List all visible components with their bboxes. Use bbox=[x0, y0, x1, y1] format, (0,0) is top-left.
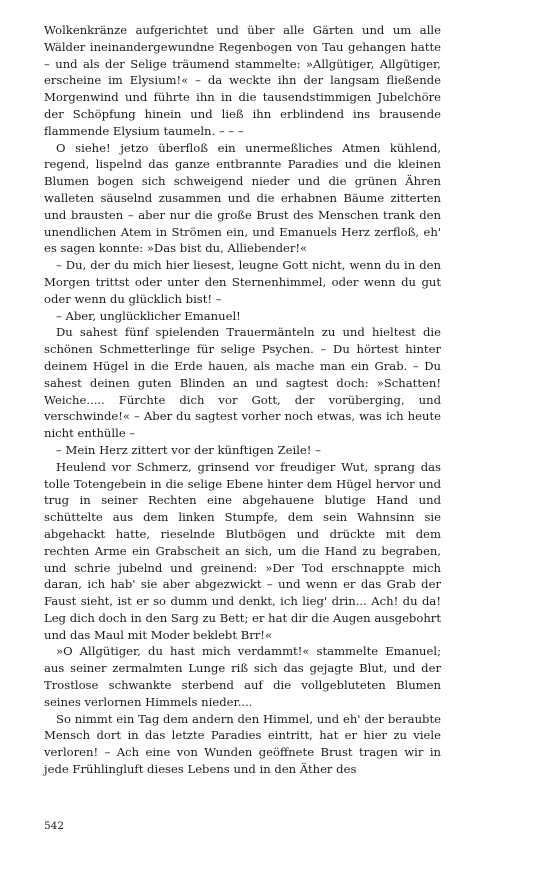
paragraph-6: – Mein Herz zittert vor der künftigen Zeile! – bbox=[56, 442, 321, 457]
paragraph-4: – Aber, unglücklicher Emanuel! bbox=[56, 308, 241, 323]
paragraph-3: – Du, der du mich hier liesest, leugne Gott nicht, wenn du in den Morgen trittst oder unter den Sternenhimmel, oder wenn du gut oder wenn du glücklich bist! – bbox=[44, 258, 441, 306]
paragraph-7: Heulend vor Schmerz, grinsend vor freudiger Wut, sprang das tolle Totengebein in die selige Ebene hinter dem Hügel hervor und trug in seiner Rechten eine abgehauene blutige Hand und schüttelte aus dem linken Stumpfe, dem sein Wahnsinn sie abgehackt hatte, rieselnde Blutbögen und drückte mit dem rechten Arme ein Grabscheit an sich, um die Hand zu begraben, und schrie jubelnd und greinend: »Der Tod erschnappte mich daran, ich hab' sie aber abgezwickt – und wenn er das Grab der Faust sieht, ist er so dumm und denkt, ich lieg' drin... Ach! du da! Leg dich doch in den Sarg zu Bett; er hat dir die Augen ausgebohrt und das Maul mit Moder beklebt Brr!« bbox=[44, 459, 441, 642]
page-text-block bbox=[44, 22, 441, 778]
page-number: 542 bbox=[44, 820, 65, 832]
paragraph-8: »O Allgütiger, du hast mich verdammt!« stammelte Emanuel; aus seiner zermalmten Lunge riß sich das gejagte Blut, und der Trostlose schwankte sterbend auf die vollgebluteten Blumen seines verlornen Himmels nieder.... bbox=[44, 644, 441, 709]
paragraph-2: O siehe! jetzo überfloß ein unermeßliches Atmen kühlend, regend, lispelnd das ganze entbrannte Paradies und die kleinen Blumen bogen sich schweigend nieder und die grünen Ähren walleten säuselnd zusammen und die erhabnen Bäume zitterten und brausten – aber nur die große Brust des Menschen trank den unendlichen Atem in Strömen ein, und Emanuels Herz zerfloß, eh' es sagen konnte: »Das bist du, Alliebender!« bbox=[44, 140, 441, 256]
paragraph-1: Wolkenkränze aufgerichtet und über alle Gärten und um alle Wälder ineinandergewundne Regenbogen von Tau gehangen hatte – und als der Selige träumend stammelte: »Allgütiger, Allgütiger, erscheine im Elysium!« – da weckte ihn der langsam fließende Morgenwind und führte ihn in die tausendstimmigen Jubelchöre der Schöpfung hinein und ließ ihn erblindend ins brausende flammende Elysium taumeln. – – – bbox=[44, 23, 441, 138]
paragraph-9: So nimmt ein Tag dem andern den Himmel, und eh' der beraubte Mensch dort in das letzte Paradies eintritt, hat er hier zu viele verloren! – Ach eine von Wunden geöffnete Brust tragen wir in jede Frühlingluft dieses Lebens und in den Äther des bbox=[44, 711, 441, 777]
paragraph-5: Du sahest fünf spielenden Trauermänteln zu und hieltest die schönen Schmetterlinge für selige Psychen. – Du hörtest hinter deinem Hügel in die Erde hauen, als mache man ein Grab. – Du sahest deinen guten Blinden an und sagtest doch: »Schatten! Weiche..... Fürchte dich vor Gott, der vorüberging, und verschwinde!« – Aber du sagtest vorher noch etwas, was ich heute nicht enthülle – bbox=[44, 325, 441, 441]
